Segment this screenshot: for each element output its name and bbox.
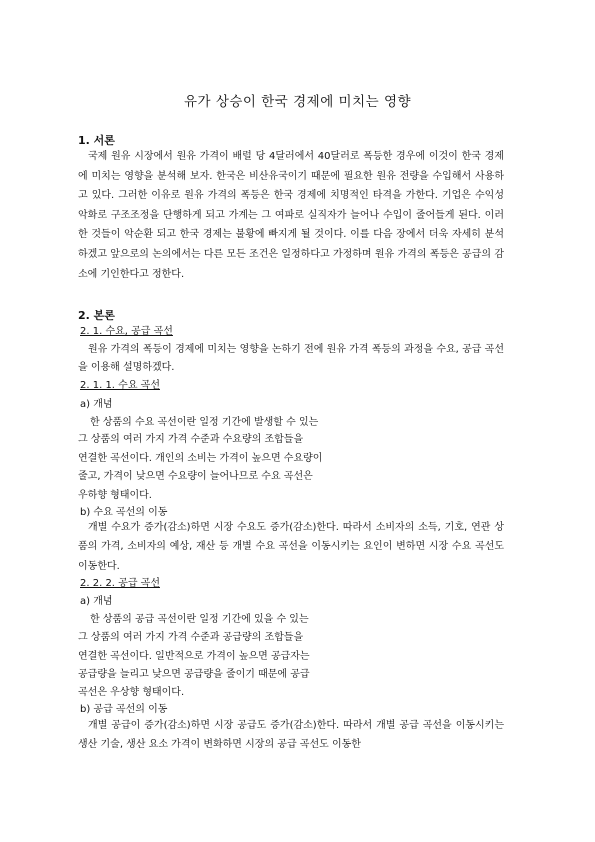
supply-concept-line: 공급량을 늘리고 낮으면 공급량을 줄이기 때문에 공급 — [78, 669, 310, 680]
supply-concept-line: 한 상품의 공급 곡선이란 일정 기간에 있을 수 있는 — [90, 614, 309, 625]
supply-concept-line: 연결한 곡선이다. 일반적으로 가격이 높으면 공급자는 — [78, 651, 310, 662]
demand-curve-title: 2. 1. 1. 수요 곡선 — [80, 380, 160, 391]
demand-shift-paragraph: 개별 수요가 증가(감소)하면 시장 수요도 증가(감소)한다. 따라서 소비자의 소득, 기호, 연관 상품의 가격, 소비자의 예상, 재산 등 개별 수요 곡선을 이동시키는 요인이 변하면 시장 수요 곡선도 이동한다. — [78, 522, 504, 572]
demand-concept-line: 그 상품의 여러 가지 가격 수준과 수요량의 조합들을 — [78, 434, 304, 445]
body-heading: 2. 본론 — [78, 309, 115, 322]
demand-concept-line: 한 상품의 수요 곡선이란 일정 기간에 발생할 수 있는 — [90, 417, 319, 428]
supply-shift-label: b) 공급 곡선의 이동 — [80, 704, 168, 715]
supply-shift-paragraph: 개별 공급이 증가(감소)하면 시장 공급도 증가(감소)한다. 따라서 개별 공급 곡선을 이동시키는 생산 기술, 생산 요소 가격이 변화하면 시장의 공급 곡선도 이동한 — [78, 720, 504, 751]
supply-concept-line: 곡선은 우상향 형태이다. — [78, 687, 185, 698]
subsection-intro-paragraph: 원유 가격의 폭등이 경제에 미치는 영향을 논하기 전에 원유 가격 폭등의 과정을 수요, 공급 곡선을 이용해 설명하겠다. — [78, 344, 504, 373]
intro-heading: 1. 서론 — [78, 134, 115, 147]
supply-curve-title: 2. 2. 2. 공급 곡선 — [80, 578, 160, 589]
document-title: 유가 상승이 한국 경제에 미치는 영향 — [183, 94, 412, 110]
demand-concept-line: 연결한 곡선이다. 개인의 소비는 가격이 높으면 수요량이 — [78, 453, 323, 464]
supply-concept-label: a) 개념 — [80, 596, 113, 607]
intro-paragraph: 국제 원유 시장에서 원유 가격이 배럴 당 4달러에서 40달러로 폭등한 경우에 이것이 한국 경제에 미치는 영향을 분석해 보자. 한국은 비산유국이기 때문에 필요한 원유 전량을 수입해서 사용하고 있다. 그러한 이유로 원유 가격의 폭등은 한국 경제에 치명적인 타격을 가한다. 기업은 수익성 악화로 구조조정을 단행하게 되고 가계는 그 여파로 실직자가 늘어나 수입이 줄어들게 된다. 이러한 것들이 악순환 되고 한국 경제는 불황에 빠지게 될 것이다. 이를 다음 장에서 더욱 자세히 분석하겠고 앞으로의 논의에서는 다른 모든 조건은 일정하다고 가정하며 원유 가격의 폭등은 공급의 감소에 기인한다고 정한다. — [78, 151, 504, 280]
demand-concept-label: a) 개념 — [80, 399, 113, 410]
demand-concept-line: 줄고, 가격이 낮으면 수요량이 늘어나므로 수요 곡선은 — [78, 471, 313, 482]
demand-concept-line: 우하향 형태이다. — [78, 490, 152, 501]
supply-concept-line: 그 상품의 여러 가지 가격 수준과 공급량의 조합들을 — [78, 632, 304, 643]
demand-shift-label: b) 수요 곡선의 이동 — [80, 507, 168, 518]
subsection-title-demand-supply: 2. 1. 수요, 공급 곡선 — [80, 326, 173, 337]
